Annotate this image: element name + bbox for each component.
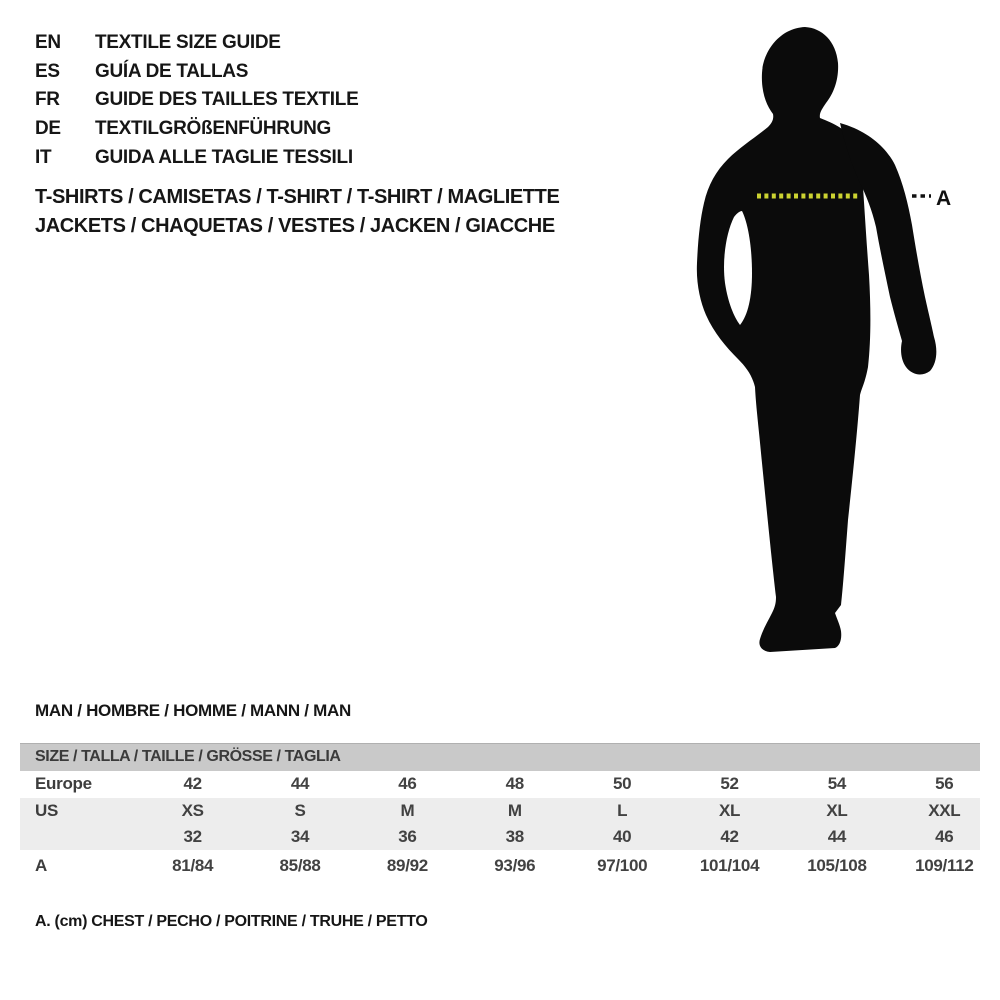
size-cell: 48 [505,774,524,793]
size-cell: 44 [827,826,847,846]
size-cell: 52 [720,774,739,793]
language-row [35,115,358,144]
size-cell: 50 [613,774,632,793]
language-code: IT [35,146,52,168]
size-cell: 56 [935,774,954,793]
size-cell: XXL [928,800,961,820]
measure-footnote: A. (cm) CHEST / PECHO / POITRINE / TRUHE / PETTO [35,913,428,930]
size-cell: 85/88 [279,856,321,875]
category-jackets: JACKETS / CHAQUETAS / VESTES / JACKEN / GIACCHE [35,215,555,237]
size-cell: 32 [183,826,202,846]
language-title: TEXTILGRÖßENFÜHRUNG [95,118,332,140]
category-tshirts: T-SHIRTS / CAMISETAS / T-SHIRT / T-SHIRT / MAGLIETTE [35,186,560,208]
language-row [35,29,358,58]
size-cell: M [400,800,415,820]
size-cell: 89/92 [386,856,428,875]
size-cell: 42 [183,774,202,793]
language-code: ES [35,60,60,82]
size-cell: S [294,800,306,820]
size-cell: 109/112 [915,856,974,875]
size-header-label: SIZE / TALLA / TAILLE / GRÖSSE / TAGLIA [35,748,341,765]
garment-categories [35,183,559,241]
man-body-silhouette [697,27,871,652]
language-title: TEXTILE SIZE GUIDE [95,32,281,54]
size-cell: 54 [827,774,847,793]
size-cell: 42 [720,826,739,846]
size-cell: 81/84 [172,856,214,875]
size-cell: 40 [613,826,632,846]
size-cell: XL [719,800,741,820]
row-label: A [35,856,47,875]
size-cell: 46 [398,774,417,793]
size-cell: 36 [398,826,417,846]
gender-title: MAN / HOMBRE / HOMME / MANN / MAN [35,701,351,720]
row-label: US [35,800,59,820]
size-cell: L [617,800,628,820]
size-cell: M [507,800,522,820]
language-code: FR [35,89,60,111]
language-list [35,29,358,172]
size-cell: 105/108 [807,856,867,875]
table-row-numeric [20,823,998,850]
language-code: EN [35,32,61,54]
size-cell: XL [826,800,848,820]
size-cell: 34 [290,826,310,846]
man-silhouette-figure [690,15,960,675]
language-title: GUIDE DES TAILLES TEXTILE [95,89,359,111]
row-label: Europe [35,774,92,793]
language-title: GUÍA DE TALLAS [95,60,249,82]
measure-label-a: A [936,187,952,210]
language-title: GUIDA ALLE TAGLIE TESSILI [95,146,353,168]
table-row-us [20,798,998,823]
size-cell: 97/100 [597,856,648,875]
size-cell: 44 [290,774,310,793]
table-row-chest [20,850,998,882]
size-table [20,770,998,882]
size-cell: 93/96 [494,856,536,875]
size-cell: 46 [935,826,954,846]
language-row [35,58,358,87]
language-row [35,143,358,172]
table-row-europe [20,770,998,798]
size-cell: XS [181,800,204,820]
language-code: DE [35,118,61,140]
size-cell: 101/104 [699,856,760,875]
size-cell: 38 [505,826,524,846]
language-row [35,86,358,115]
